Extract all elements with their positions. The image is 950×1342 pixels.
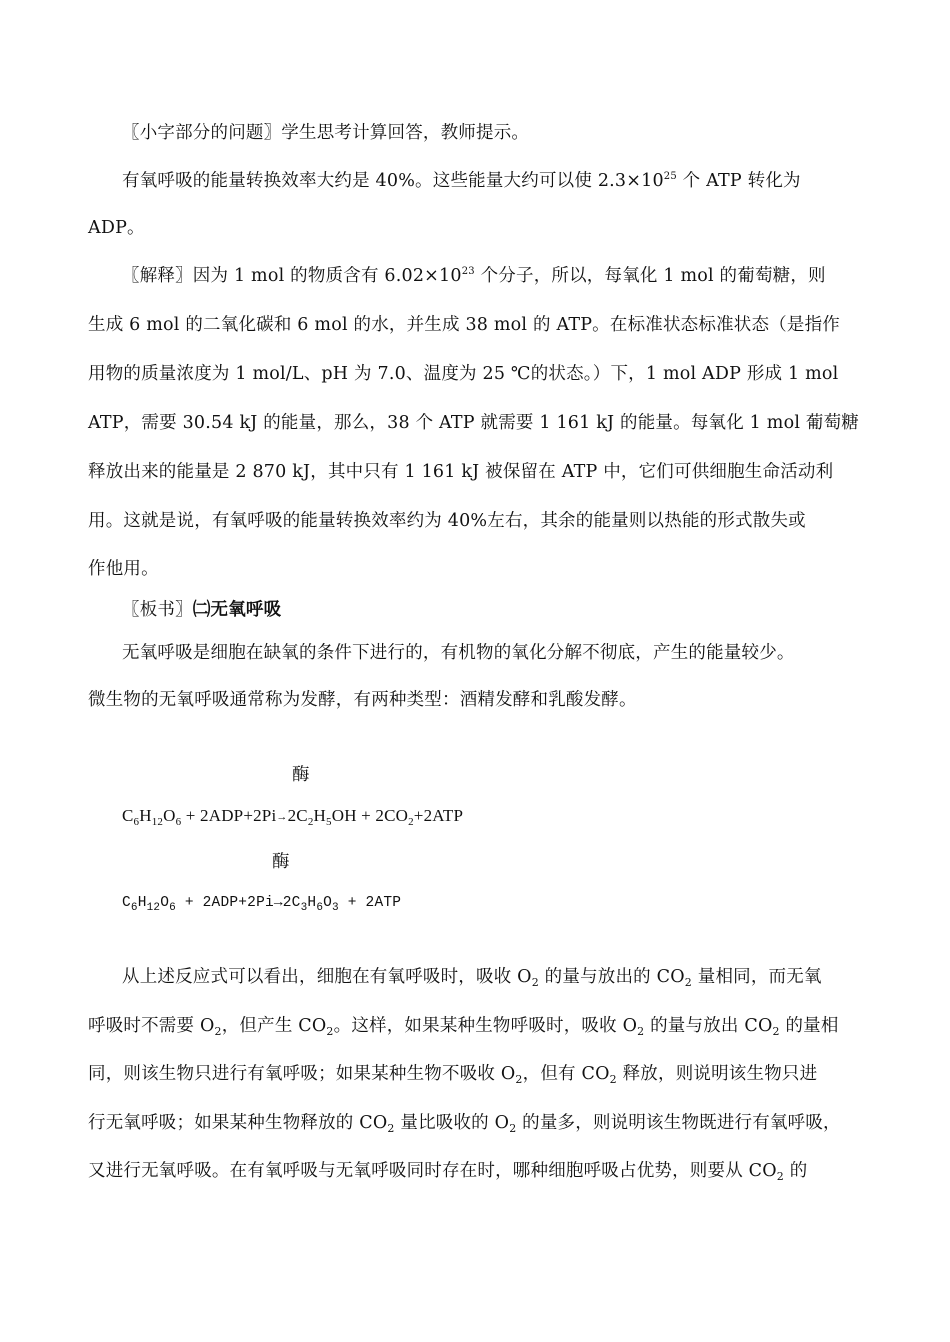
text-run: H xyxy=(313,806,327,825)
text-run: O xyxy=(323,895,333,911)
subscript: 2 xyxy=(637,1025,645,1038)
text-run: 无氧呼吸是细胞在缺氧的条件下进行的，有机物的氧化分解不彻底，产生的能量较少。 xyxy=(122,643,795,663)
subscript: 5 xyxy=(326,816,332,828)
subscript: 6 xyxy=(316,902,324,914)
text-run: 2C xyxy=(282,895,301,911)
heading-text: ㈡无氧呼吸 xyxy=(192,600,282,620)
text-run: 用物的质量浓度为 1 mol/L、pH 为 7.0、温度为 25 ℃的状态。）下，1 mol ADP 形成 1 mol xyxy=(88,364,839,384)
subscript: 2 xyxy=(408,816,414,828)
board-prefix: 〖板书〗 xyxy=(122,600,193,620)
text-run: 个分子，所以，每氧化 1 mol 的葡萄糖，则 xyxy=(474,266,826,286)
subscript: 2 xyxy=(776,1170,784,1183)
anaerobic-line-1 xyxy=(122,641,795,665)
text-run: + 2ATP xyxy=(338,895,402,911)
text-run: 用。这就是说，有氧呼吸的能量转换效率约为 40%左右，其余的能量则以热能的形式散失或 xyxy=(88,511,806,531)
explanation-line-4 xyxy=(88,411,859,435)
text-run: H xyxy=(139,806,152,825)
explanation-line-2 xyxy=(88,313,840,337)
subscript: 6 xyxy=(169,902,176,914)
section-heading xyxy=(122,598,281,622)
superscript: 25 xyxy=(663,171,677,182)
explanation-line-7 xyxy=(88,557,159,581)
explanation-line-1 xyxy=(122,264,826,288)
text-run: 酶 xyxy=(272,852,290,872)
text-run: ，但产生 CO xyxy=(221,1016,327,1036)
subscript: 2 xyxy=(307,816,314,828)
text-run: C xyxy=(122,895,131,911)
subscript: 2 xyxy=(509,1122,517,1135)
subscript: 2 xyxy=(772,1025,780,1038)
efficiency-line-1 xyxy=(122,169,801,193)
text-run: ADP。 xyxy=(88,218,145,238)
text-run: 又进行无氧呼吸。在有氧呼吸与无氧呼吸同时存在时，哪种细胞呼吸占优势，则要从 CO xyxy=(88,1161,777,1181)
alcohol-fermentation-equation xyxy=(122,804,463,829)
subscript: 2 xyxy=(531,976,539,989)
subscript: 6 xyxy=(175,816,182,828)
text-run: 作他用。 xyxy=(88,559,159,579)
text-run: +2ATP xyxy=(413,806,464,825)
text-run: 。这样，如果某种生物呼吸时，吸收 O xyxy=(333,1016,638,1036)
subscript: 2 xyxy=(387,1122,395,1135)
subscript: 6 xyxy=(130,902,138,914)
superscript: 23 xyxy=(461,266,475,277)
text-run: O xyxy=(160,895,170,911)
subscript: 3 xyxy=(332,902,339,914)
text-run: 量相同，而无氧 xyxy=(692,967,822,987)
subscript: 2 xyxy=(326,1025,334,1038)
text-run: ，但有 CO xyxy=(522,1064,610,1084)
explanation-line-3 xyxy=(88,362,838,386)
text-run: 2C xyxy=(287,806,308,825)
reaction-arrow: → xyxy=(276,811,288,823)
text-run: 行无氧呼吸；如果某种生物释放的 CO xyxy=(88,1113,388,1133)
subscript: 6 xyxy=(133,816,140,828)
explanation-line-6 xyxy=(88,509,806,533)
subscript: 3 xyxy=(300,902,308,914)
text-run: 的量与放出 CO xyxy=(644,1016,773,1036)
text-run: 个 ATP 转化为 xyxy=(676,171,801,191)
question-text: 〖小字部分的问题〗学生思考计算回答，教师提示。 xyxy=(122,123,530,143)
text-run: 释放出来的能量是 2 870 kJ，其中只有 1 161 kJ 被保留在 ATP 中，它们可供细胞生命活动利 xyxy=(88,462,834,482)
subscript: 12 xyxy=(151,816,164,828)
subscript: 2 xyxy=(515,1073,523,1086)
text-run: C xyxy=(122,806,134,825)
text-run: 〖解释〗因为 1 mol 的物质含有 6.02×10 xyxy=(122,266,462,286)
comparison-line-4 xyxy=(88,1111,841,1135)
comparison-line-5 xyxy=(88,1159,807,1183)
text-run: O xyxy=(163,806,176,825)
text-run: 的量相 xyxy=(779,1016,839,1036)
text-run: 释放，则说明该生物只进 xyxy=(616,1064,818,1084)
lactic-fermentation-equation xyxy=(122,891,401,915)
text-run: 生成 6 mol 的二氧化碳和 6 mol 的水，并生成 38 mol 的 ATP。在标准状态标准状态（是指作 xyxy=(88,315,840,335)
text-run: 呼吸时不需要 O xyxy=(88,1016,215,1036)
efficiency-line-2 xyxy=(88,216,145,240)
text-run: 同，则该生物只进行有氧呼吸；如果某种生物不吸收 O xyxy=(88,1064,516,1084)
text-run: H xyxy=(137,895,147,911)
text-run: + 2ADP+2Pi xyxy=(181,806,277,825)
small-print-question-line xyxy=(122,121,529,145)
subscript: 12 xyxy=(146,902,161,914)
subscript: 2 xyxy=(684,976,692,989)
enzyme-label-2 xyxy=(272,850,290,874)
text-run: 量比吸收的 O xyxy=(394,1113,510,1133)
text-run: 酶 xyxy=(292,765,310,785)
comparison-line-1 xyxy=(122,965,822,989)
explanation-line-5 xyxy=(88,460,833,484)
comparison-line-3 xyxy=(88,1062,817,1086)
subscript: 2 xyxy=(214,1025,222,1038)
text-run: + 2ADP+2Pi xyxy=(175,895,274,911)
comparison-line-2 xyxy=(88,1014,839,1038)
subscript: 2 xyxy=(609,1073,617,1086)
anaerobic-line-2 xyxy=(88,688,637,712)
text-run: H xyxy=(307,895,317,911)
text-run: ATP，需要 30.54 kJ 的能量，那么，38 个 ATP 就需要 1 161 kJ 的能量。每氧化 1 mol 葡萄糖 xyxy=(88,413,859,433)
text-run: 的量多，则说明该生物既进行有氧呼吸， xyxy=(516,1113,841,1133)
text-run: 从上述反应式可以看出，细胞在有氧呼吸时，吸收 O xyxy=(122,967,532,987)
text-run: 微生物的无氧呼吸通常称为发酵，有两种类型：酒精发酵和乳酸发酵。 xyxy=(88,690,637,710)
enzyme-label-1 xyxy=(292,763,310,787)
text-run: OH + 2CO xyxy=(331,806,409,825)
reaction-arrow: → xyxy=(273,895,283,911)
text-run: 有氧呼吸的能量转换效率大约是 40%。这些能量大约可以使 2.3×10 xyxy=(122,171,664,191)
text-run: 的量与放出的 CO xyxy=(538,967,685,987)
text-run: 的 xyxy=(784,1161,808,1181)
